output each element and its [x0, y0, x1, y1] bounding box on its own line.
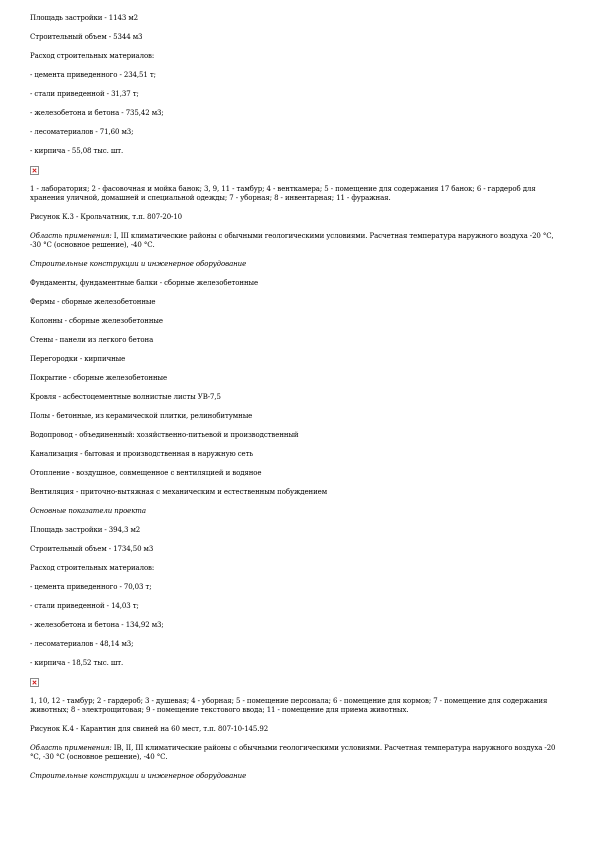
document-paragraph: Водопровод - объединенный: хозяйственно-питьевой и производственный [30, 431, 299, 439]
document-paragraph [30, 744, 560, 762]
document-paragraph: - кирпича - 55,08 тыс. шт. [30, 147, 124, 155]
document-paragraph: Покрытие - сборные железобетонные [30, 374, 168, 382]
document-paragraph: Канализация - бытовая и производственная в наружную сеть [30, 450, 254, 458]
document-paragraph: 1, 10, 12 - тамбур; 2 - гардероб; 3 - душевая; 4 - уборная; 5 - помещение персонала; 6 - помещение для кормов; 7 - помещение для содержания животных; 8 - электрощитовая; 9 - помещение текстового ввода; 11 - помещение для приема животных. [30, 697, 548, 714]
section-text: IB, II, III климатические районы с обычными геологическими условиями. Расчетная температура наружного воздуха -20 °С, -30 °С (основное решение), -40 °С. [30, 744, 556, 761]
document-paragraph: - лесоматериалов - 71,60 м3; [30, 128, 134, 136]
document-paragraph: - стали приведенной - 14,03 т; [30, 602, 139, 610]
document-paragraph: Основные показатели проекта [30, 507, 146, 515]
document-paragraph: - лесоматериалов - 48,14 м3; [30, 640, 134, 648]
document-paragraph: Перегородки - кирпичные [30, 355, 126, 363]
document-paragraph: Площадь застройки - 1143 м2 [30, 14, 139, 22]
document-paragraph: Фундаменты, фундаментные балки - сборные железобетонные [30, 279, 259, 287]
document-paragraph: Строительный объем - 1734,50 м3 [30, 545, 154, 553]
document-paragraph: - стали приведенной - 31,37 т; [30, 90, 139, 98]
document-paragraph: Расход строительных материалов: [30, 52, 155, 60]
document-paragraph: Строительные конструкции и инженерное оборудование [30, 772, 247, 780]
document-paragraph: Фермы - сборные железобетонные [30, 298, 156, 306]
document-paragraph: Кровля - асбестоцементные волнистые листы УВ-7,5 [30, 393, 221, 401]
broken-image-icon [30, 678, 39, 687]
document-paragraph: - железобетона и бетона - 134,92 м3; [30, 621, 164, 629]
document-paragraph [30, 232, 560, 250]
document-paragraph: Рисунок К.3 - Крольчатник, т.п. 807-20-10 [30, 213, 183, 221]
document-paragraph: Расход строительных материалов: [30, 564, 155, 572]
document-paragraph: Строительный объем - 5344 м3 [30, 33, 143, 41]
document-paragraph: - железобетона и бетона - 735,42 м3; [30, 109, 164, 117]
document-paragraph: Строительные конструкции и инженерное оборудование [30, 260, 247, 268]
document-paragraph: Отопление - воздушное, совмещенное с вентиляцией и водяное [30, 469, 262, 477]
broken-image-icon [30, 166, 39, 175]
document-paragraph: - кирпича - 18,52 тыс. шт. [30, 659, 124, 667]
document-paragraph: - цемента приведенного - 70,03 т; [30, 583, 152, 591]
document-paragraph: Стены - панели из легкого бетона [30, 336, 154, 344]
section-lead: Область применения: [30, 744, 112, 752]
document-paragraph: Вентиляция - приточно-вытяжная с механическим и естественным побуждением [30, 488, 328, 496]
section-lead: Область применения: [30, 232, 112, 240]
document-paragraph: Колонны - сборные железобетонные [30, 317, 163, 325]
document-paragraph: Рисунок К.4 - Карантин для свиней на 60 мест, т.п. 807-10-145.92 [30, 725, 269, 733]
document-paragraph: - цемента приведенного - 234,51 т; [30, 71, 156, 79]
document-paragraph: Площадь застройки - 394,3 м2 [30, 526, 141, 534]
document-paragraph: 1 - лаборатория; 2 - фасовочная и мойка банок; 3, 9, 11 - тамбур; 4 - венткамера; 5 - помещение для содержания 17 банок; 6 - гардероб для хранения уличной, домашней и специальной одежды; 7 - уборная; 8 - инвентарная; 11 - фуражная. [30, 185, 536, 202]
document-paragraph: Полы - бетонные, из керамической плитки, релинобитумные [30, 412, 253, 420]
document-page [30, 14, 560, 791]
section-text: I, III климатические районы с обычными геологическими условиями. Расчетная температура наружного воздуха -20 °С, -30 °С (основное решение), -40 °С. [30, 232, 554, 249]
